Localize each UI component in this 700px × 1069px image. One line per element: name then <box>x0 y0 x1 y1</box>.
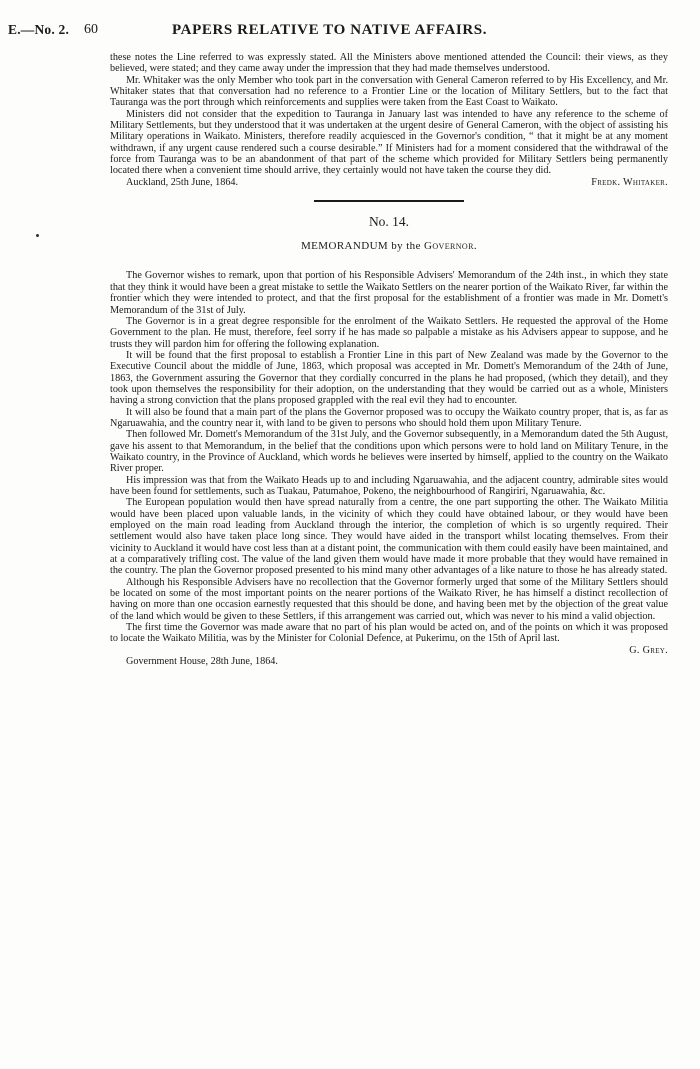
page-number: 60 <box>84 22 98 37</box>
memo-title-author: Governor. <box>424 240 477 253</box>
memo-place-date: Government House, 28th June, 1864. <box>126 656 278 668</box>
memo-paragraph: Although his Responsible Advisers have no recollection that the Governor formerly urged that some of the Military Settlers should be located on some of the most important points on the nearer portions of the Waikato River, he has himself a distinct recollection of having on more than one occasion earnestly requested that this should be done, and having been met by the objection of the great value of the land which would be given to these Settlers, if this arrangement was carried out, which was never to his mind a valid objection. <box>110 576 668 622</box>
memo-paragraph: Then followed Mr. Domett's Memorandum of the 31st July, and the Governor subsequently, in a Memorandum dated the 5th August, gave his assent to that Memorandum, in the belief that the conditions upon which persons were to hold land on Military Tenure, in the Waikato country, in the Province of Auckland, which words he believes were inserted by himself, applied to the country on the Waikato River proper. <box>110 429 668 475</box>
memo-paragraph: His impression was that from the Waikato Heads up to and including Ngaruawahia, and the adjacent country, admirable sites would have been found for settlements, such as Tuakau, Patumahoe, Pokeno, the neighbourhood of Rangiriri, Ngaruawahia, &c. <box>110 474 668 497</box>
memo-number: No. 14. <box>368 213 410 229</box>
memo-paragraph: The Governor is in a great degree responsible for the enrolment of the Waikato Settlers. He requested the approval of the Home Government to the plan. He must, therefore, feel sorry if he has made so palpable a mistake as his Advisers appear to suppose, and he trusts they will pardon him for offering the following explanation. <box>110 315 668 350</box>
running-title: PAPERS RELATIVE TO NATIVE AFFAIRS. <box>172 22 488 38</box>
signature: Fredk. Whitaker. <box>591 176 668 188</box>
whitaker-signoff <box>110 177 668 189</box>
page-body <box>110 52 668 668</box>
section-divider <box>314 200 464 202</box>
memo-paragraph: The European population would then have spread naturally from a centre, the one part supporting the other. The Waikato Militia would have been placed upon valuable lands, in the vicinity of which they could have obtained labour, or they would have been employed on the main road leading from Auckland through the interior, the completion of which is so urgently required. Their settlement would also have taken place long since. They would have aided in the transport whilst locating themselves. From their vicinity to Auckland it would have cost less than at a distant point, the communication with them could easily have been maintained, and at a comparatively trifling cost. The value of the land given them would have made it more probable that they would have remained in the country. The plan the Governor proposed presented to his mind many other advantages of a like nature to those he has already stated. <box>110 497 668 577</box>
memo-title-main: MEMORANDUM by the <box>301 240 421 253</box>
memo-paragraph: It will be found that the first proposal to establish a Frontier Line in this part of New Zealand was made by the Governor to the Executive Council about the middle of June, 1863, which proposal was accepted in Mr. Domett's Memorandum of the 24th of June, 1863, the Government assuring the Governor that they cordially concurred in the plans he had proposed, (which they detail), and they took upon themselves the responsibility for their adoption, on the understanding that they would be carried out as a whole, Ministers having a strong conviction that the plans proposed grappled with the real evil they had to encounter. <box>110 349 668 407</box>
memo-paragraph: The first time the Governor was made aware that no part of his plan would be acted on, and of the points on which it was proposed to locate the Waikato Militia, was by the Minister for Colonial Defence, at Pukerimu, on the 15th of April last. <box>110 622 668 645</box>
continuation-paragraph: Mr. Whitaker was the only Member who took part in the conversation with General Cameron referred to by His Excellency, and Mr. Whitaker states that that conversation had no reference to a Frontier Line or the location of Military Settlers, but to the fact that Tauranga was the port through which reinforcements and supplies were taken from the East Coast to Waikato. <box>110 74 668 109</box>
memo-paragraph: The Governor wishes to remark, upon that portion of his Responsible Advisers' Memorandum of the 24th inst., in which they state that they think it would have been a great mistake to settle the Waikato Settlers on the nearer portion of the Waikato River, far within the frontier which they were intended to protect, and that the first proposal for the establishment of a frontier was made in Mr. Domett's Memorandum of the 31st of July. <box>110 270 668 316</box>
memo-title <box>110 241 668 252</box>
paper-reference: E.—No. 2. <box>8 22 70 37</box>
page-header <box>0 22 700 42</box>
memo-paragraph: It will also be found that a main part of the plans the Governor proposed was to occupy the Waikato country proper, that is, as far as Ngaruawahia, and the country near it, with land to be given to persons who should hold them upon Military Tenure. <box>110 406 668 429</box>
place-date: Auckland, 25th June, 1864. <box>126 176 239 188</box>
grey-signature: G. Grey. <box>629 644 668 656</box>
continuation-paragraph: these notes the Line referred to was expressly stated. All the Ministers above mentioned attended the Council: their views, as they believed, were stated; and they came away under the impression that they had made themselves understood. <box>110 52 668 75</box>
continuation-paragraph: Ministers did not consider that the expedition to Tauranga in January last was intended to have any reference to the scheme of Military Settlements, but they understood that it was undertaken at the urgent desire of General Cameron, with the object of assisting his Military operations in Waikato. Ministers, therefore readily acquiesced in the Governor's condition, “ that it might be at any moment withdrawn, if any urgent cause rendered such a course desirable.” If Ministers had for a moment considered that the withdrawal of the force from Tauranga was to be an abandonment of that part of the scheme which provided for Military Settlers being permanently located there when a convenient time should arrive, they certainly would not have taken the course they did. <box>110 108 668 177</box>
margin-dot-mark <box>36 234 39 237</box>
